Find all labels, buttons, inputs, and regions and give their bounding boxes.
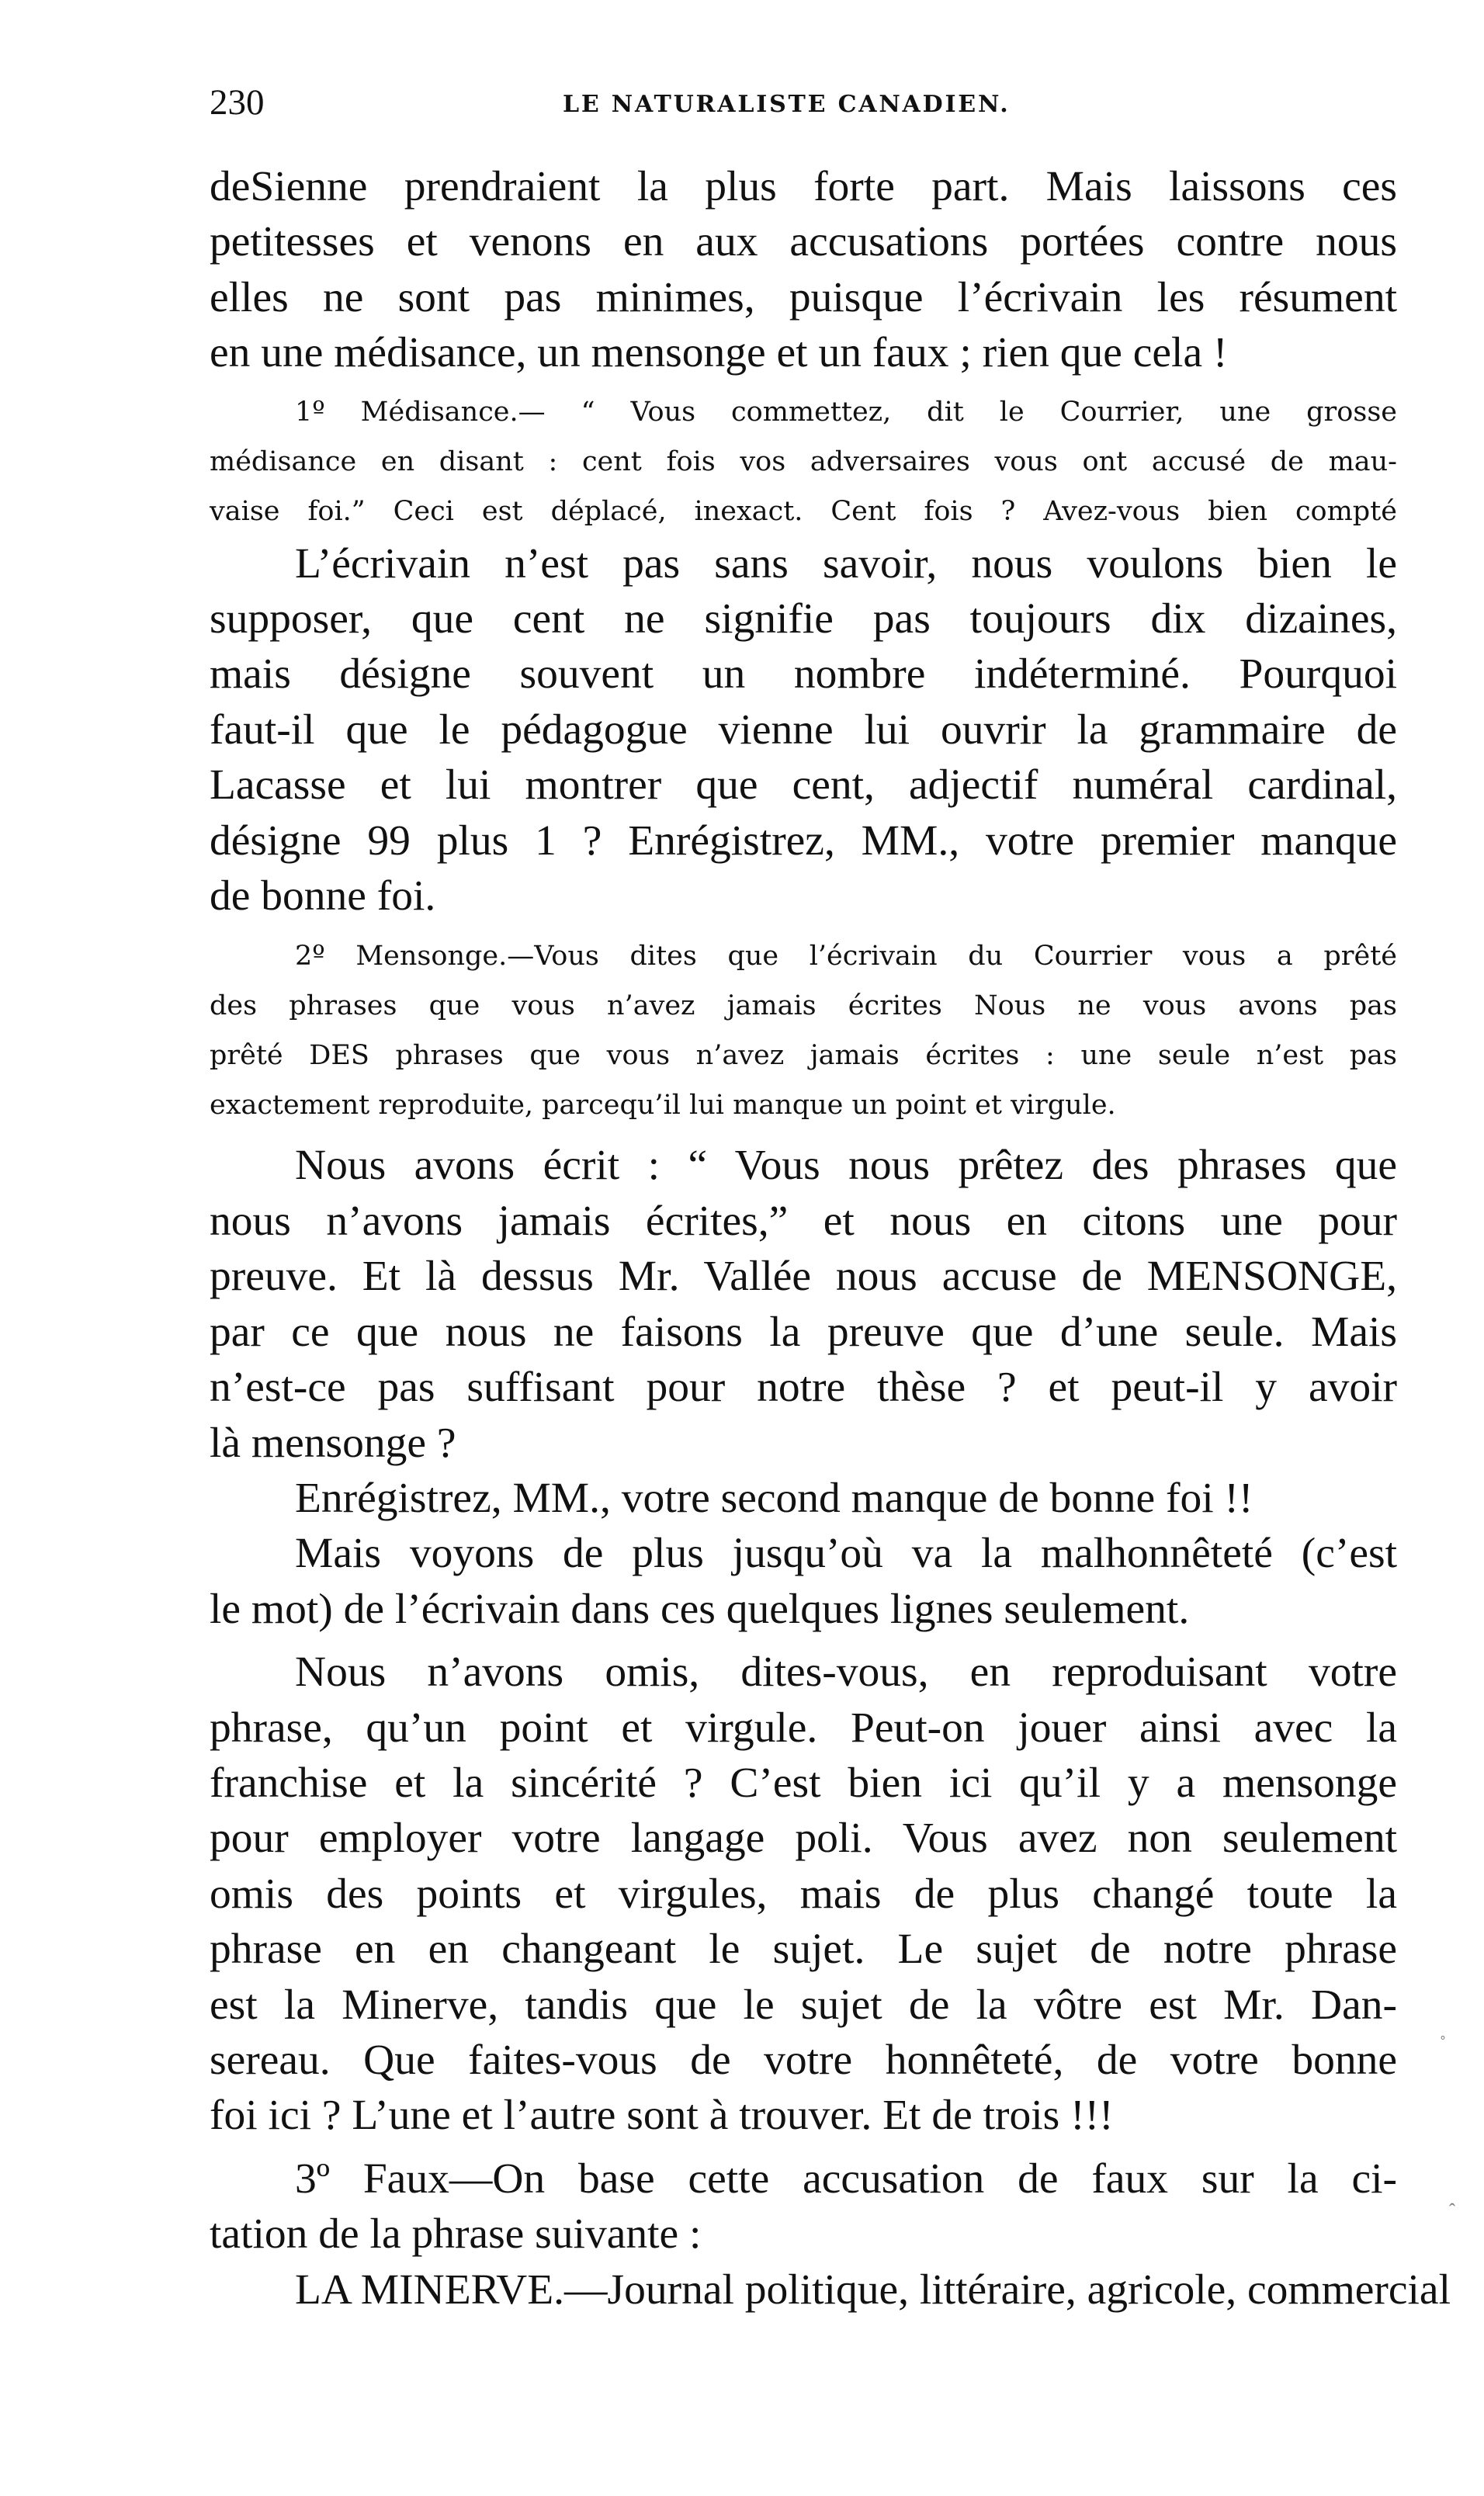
text-line: deSienne prendraient la plus forte part. Mais laissons ces: [210, 163, 1397, 210]
text-line: foi ici ? L’une et l’autre sont à trouver. Et de trois !!!: [210, 2092, 1114, 2140]
text-line: médisance en disant : cent fois vos adversaires vous ont accusé de mau-: [210, 445, 1397, 477]
text-line: vaise foi.” Ceci est déplacé, inexact. Cent fois ? Avez-vous bien compté: [210, 495, 1397, 527]
text-line: sereau. Que faites-vous de votre honnêteté, de votre bonne: [210, 2036, 1397, 2084]
paragraph-second-manque: [210, 1471, 1397, 1526]
text-line: de bonne foi.: [210, 872, 436, 920]
text-line: Lacasse et lui montrer que cent, adjectif numéral cardinal,: [210, 761, 1397, 809]
text-line: 2º Mensonge.—Vous dites que l’écrivain du Courrier vous a prêté: [295, 941, 1397, 972]
text-line: Mais voyons de plus jusqu’où va la malhonnêteté (c’est: [295, 1530, 1397, 1578]
text-line: phrase, qu’un point et virgule. Peut-on jouer ainsi avec la: [210, 1704, 1397, 1752]
paragraph-mensonge: [210, 1138, 1397, 1470]
quoted-note-medisance: [210, 387, 1397, 536]
text-line: Nous n’avons omis, dites-vous, en reproduisant votre: [295, 1648, 1397, 1697]
running-title: LE NATURALISTE CANADIEN.: [563, 91, 1011, 118]
text-line: omis des points et virgules, mais de plus changé toute la: [210, 1870, 1397, 1918]
text-line: Enrégistrez, MM., votre second manque de bonne foi !!: [295, 1474, 1253, 1522]
text-line: L’écrivain n’est pas sans savoir, nous voulons bien le: [295, 539, 1397, 588]
text-line: prêté DES phrases que vous n’avez jamais écrites : une seule n’est pas: [210, 1040, 1397, 1072]
text-line: faut-il que le pédagogue vienne lui ouvrir la grammaire de: [210, 705, 1397, 754]
text-line: supposer, que cent ne signifie pas toujours dix dizaines,: [210, 595, 1397, 643]
text-line: elles ne sont pas minimes, puisque l’écrivain les résument: [210, 273, 1397, 321]
page-header: [210, 81, 1397, 144]
paragraph-faux: [210, 2151, 1397, 2262]
text-line: 1º Médisance.— “ Vous commettez, dit le Courrier, une grosse: [295, 396, 1397, 428]
text-line: pour employer votre langage poli. Vous avez non seulement: [210, 1815, 1397, 1863]
text-line: preuve. Et là dessus Mr. Vallée nous accuse de MENSONGE,: [210, 1253, 1397, 1301]
text-line: là mensonge ?: [210, 1419, 456, 1467]
opening-paragraph: [210, 159, 1397, 381]
text-line: exactement reproduite, parcequ’il lui manque un point et virgule.: [210, 1090, 1116, 1121]
text-line: LA MINERVE.—Journal politique, littéraire, agricole, commercial: [295, 2265, 1451, 2314]
scan-mark: ˚: [1440, 2034, 1446, 2054]
paragraph-cent: [210, 536, 1397, 924]
text-line: n’est-ce pas suffisant pour notre thèse ? et peut-il y avoir: [210, 1364, 1397, 1412]
text-line: par ce que nous ne faisons la preuve que d’une seule. Mais: [210, 1308, 1397, 1356]
text-line: est la Minerve, tandis que le sujet de la vôtre est Mr. Dan-: [210, 1981, 1397, 2029]
text-line: le mot) de l’écrivain dans ces quelques lignes seulement.: [210, 1585, 1190, 1633]
text-line: désigne 99 plus 1 ? Enrégistrez, MM., votre premier manque: [210, 816, 1397, 865]
paragraph-omission: [210, 1645, 1397, 2144]
text-line: phrase en en changeant le sujet. Le sujet de notre phrase: [210, 1926, 1397, 1974]
paragraph-malhonnetete: [210, 1526, 1397, 1637]
text-line: en une médisance, un mensonge et un faux ; rien que cela !: [210, 329, 1228, 377]
text-line: des phrases que vous n’avez jamais écrites Nous ne vous avons pas: [210, 990, 1397, 1022]
text-line: petitesses et venons en aux accusations portées contre nous: [210, 218, 1397, 266]
text-line: franchise et la sincérité ? C’est bien ici qu’il y a mensonge: [210, 1759, 1397, 1807]
text-line: mais désigne souvent un nombre indéterminé. Pourquoi: [210, 650, 1397, 699]
page-number: 230: [210, 82, 265, 123]
quoted-note-mensonge: [210, 931, 1397, 1130]
text-line: tation de la phrase suivante :: [210, 2210, 702, 2259]
text-line: Nous avons écrit : “ Vous nous prêtez des phrases que: [295, 1142, 1397, 1190]
page-text: [210, 159, 1451, 2317]
text-line: 3º Faux—On base cette accusation de faux sur la ci-: [295, 2155, 1397, 2203]
quoted-journal-title: [210, 2262, 1451, 2317]
scan-mark: ˆ: [1449, 2201, 1455, 2221]
text-line: nous n’avons jamais écrites,” et nous en citons une pour: [210, 1197, 1397, 1245]
